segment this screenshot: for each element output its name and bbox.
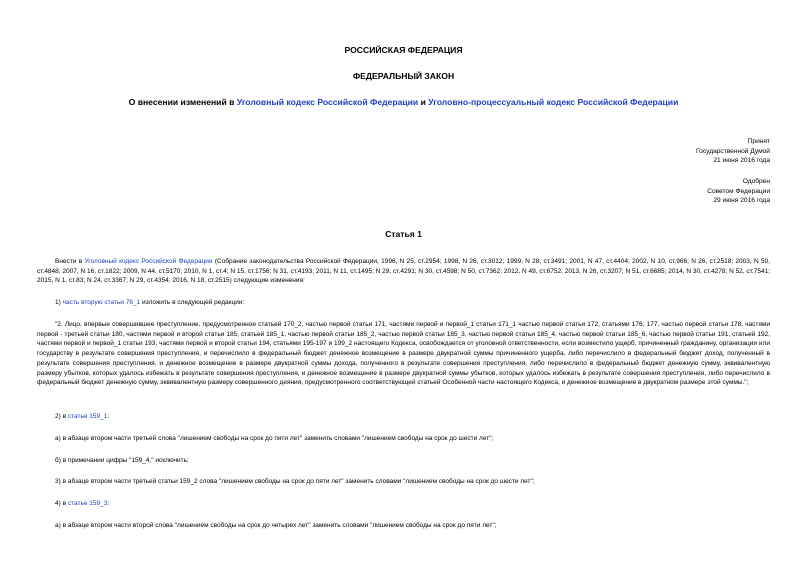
amendment-quote: "2. Лицо, впервые совершившее преступление, предусмотренное статьей 170_2, частью первой статьи 171, частями первой и первой_1 статьи 171_1 частью первой статьи 172, статьями 176, 177, частью первой статьи 178, частями первой - третьей статьи 180, частями первой и второй статьи 185, статьей 185_1, частью первой статьи 185_2, частью первой статьи 185_3, частью первой статьи 185_4, частью первой статьи 185_6, частью первой статьи 191, статьей 192, частями первой и первой_1 статьи 193, частями первой и второй статьи 194, статьями 195-197 и 199_2 настоящего Кодекса, освобождается от уголовной ответственности, если возместило ущерб, причиненный гражданину, организации или государству в результате совершения преступления, и перечислило в федеральный бюджет денежное возмещение в размере двукратной суммы причиненного ущерба, либо перечислило в федеральный бюджет доход, полученный в результате совершения преступления, и денежное возмещение в размере двукратной суммы дохода, полученного в результате совершения преступления, либо перечислило в федеральный бюджет денежную сумму, эквивалентную размеру убытков, которых удалось избежать в результате совершения преступления, и денежное возмещение в размере двукратной суммы убытков, которых удалось избежать в результате совершения преступления, либо перечислило в федеральный бюджет денежную сумму, эквивалентную размеру совершенного деяния, предусмотренного соответствующей статьей Особенной части настоящего Кодекса, и денежное возмещение в двукратном размере этой суммы.";	[37, 321, 770, 387]
approved-body: Советом Федерации	[707, 187, 770, 195]
criminal-procedure-code-link[interactable]: Уголовно-процессуальный кодекс Российской Федерации	[428, 97, 679, 107]
approved-date: 29 июня 2016 года	[713, 197, 770, 205]
intro-prefix: Внести в	[55, 258, 85, 265]
item-1-number: 1)	[55, 299, 63, 306]
article-159-3-link[interactable]: статье 159_3	[67, 500, 108, 507]
adopted-block	[696, 137, 770, 166]
item-2-number: 2) в	[55, 413, 68, 420]
item-1	[55, 298, 244, 308]
law-type-heading: ФЕДЕРАЛЬНЫЙ ЗАКОН	[352, 71, 455, 81]
article-intro	[37, 257, 770, 286]
adopted-body: Государственной Думой	[696, 147, 770, 155]
article-159-1-link[interactable]: статье 159_1	[67, 413, 108, 420]
item-2b: б) в примечании цифры "159_4," исключить;	[55, 457, 189, 464]
intro-criminal-code-link[interactable]: Уголовный кодекс Российской Федерации	[84, 258, 213, 265]
item-2	[55, 412, 109, 422]
item-4-number: 4) в	[55, 500, 68, 507]
law-title-prefix: О внесении изменений в	[128, 97, 237, 107]
intro-text: (Собрание законодательства Российской Федерации, 1996, N 25, ст.2954; 1998, N 26, ст.3012; 1999, N 28, ст.3491; 2001, N 47, ст.4404; 2002, N 10, ст.966; N 26, ст.2518; 2003, N 50, ст.4848; 2007, N 16, ст.1822; 2009, N 44, ст.5170; 2010, N 1, ст.4; N 15, ст.1756; N 31, ст.4193; 2011, N 11, ст.1495; N 29, ст.4291; N 30, ст.4598; N 50, ст.7362; 2012, N 49, ст.6752; 2013, N 26, ст.3207; N 51, ст.6685; 2014, N 30, ст.4278; N 52, ст.7541; 2015, N 1, ст.83; N 24, ст.3367; N 29, ст.4354; 2016, N 18, ст.2515) следующие изменения:	[37, 258, 771, 285]
item-2-colon: :	[107, 413, 110, 420]
article-heading: Статья 1	[385, 229, 422, 239]
item-4	[55, 499, 109, 509]
approved-block	[707, 177, 770, 206]
adopted-date: 21 июня 2016 года	[713, 157, 770, 165]
item-1-text: изложить в следующей редакции:	[140, 299, 245, 306]
article-76-1-link[interactable]: часть вторую статьи 76_1	[62, 299, 141, 306]
item-4-colon: :	[107, 500, 110, 507]
law-title-conjunction: и	[418, 97, 429, 107]
approved-label: Одобрен	[742, 178, 770, 185]
item-2a: а) в абзаце втором части третьей слова "лишением свободы на срок до пяти лет" заменить словами "лишением свободы на срок до шести лет";	[55, 435, 494, 442]
adopted-label: Принят	[747, 138, 770, 145]
country-heading: РОССИЙСКАЯ ФЕДЕРАЦИЯ	[344, 45, 463, 55]
item-4a: а) в абзаце втором части второй слова "лишением свободы на срок до четырех лет" заменить словами "лишением свободы на срок до пяти лет";	[55, 522, 497, 529]
criminal-code-link[interactable]: Уголовный кодекс Российской Федерации	[236, 97, 419, 107]
item-3: 3) в абзаце втором части третьей статьи 159_2 слова "лишением свободы на срок до пяти лет" заменить словами "лишением свободы на срок до шести лет";	[55, 478, 535, 485]
law-title	[0, 97, 807, 107]
